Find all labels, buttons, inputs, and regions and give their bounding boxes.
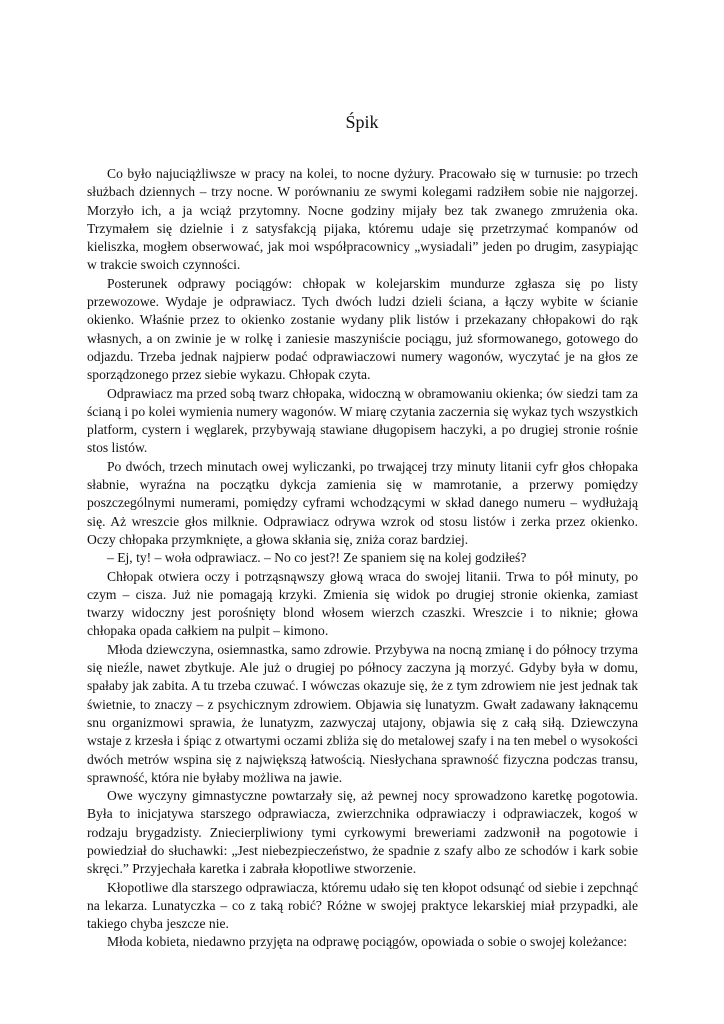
page-title: Śpik xyxy=(345,112,379,132)
paragraph: Owe wyczyny gimnastyczne powtarzały się, aż pewnej nocy sprowadzono karetkę pogotowia. Była to inicjatywa starszego odprawiacza, zwierzchnika odprawiaczy i odprawiaczek, kogoś w rodzaju brygadzisty. Zniecierpliwiony tymi cyrkowymi breweriami zadzwonił na pogotowie i powiedział do słuchawki: „Jest niebezpieczeństwo, że spadnie z szafy albo ze schodów i kark sobie skręci.” Przyjechała karetka i zabrała kłopotliwe stworzenie. xyxy=(87,788,638,877)
dialogue-line: – Ej, ty! – woła odprawiacz. – No co jest?! Ze spaniem się na kolej godziłeś? xyxy=(107,550,527,566)
paragraph: Chłopak otwiera oczy i potrząsnąwszy głową wraca do swojej litanii. Trwa to pół minuty, po czym – cisza. Już nie pomagają krzyki. Zmienia się widok po drugiej stronie okienka, zamiast twarzy widoczny jest porośnięty blond włosem wierzch czaszki. Wreszcie i to niknie; głowa chłopaka opada całkiem na pulpit – kimono. xyxy=(87,568,638,639)
paragraph: Co było najuciążliwsze w pracy na kolei, to nocne dyżury. Pracowało się w turnusie: po trzech służbach dziennych – trzy nocne. W porównaniu ze swymi kolegami radziłem sobie nie najgorzej. Morzyło ich, a ja wciąż przytomny. Nocne godziny mijały bez tak zwanego zmrużenia oka. Trzymałem się dzielnie i z satysfakcją pijaka, któremu udaje się przetrzymać kompanów od kieliszka, mogłem obserwować, jak moi współpracownicy „wysiadali” jeden po drugim, zasypiając w trakcie swoich czynności. xyxy=(87,166,638,273)
body-text xyxy=(87,165,638,952)
paragraph: Odprawiacz ma przed sobą twarz chłopaka, widoczną w obramowaniu okienka; ów siedzi tam za ścianą i po kolei wymienia numery wagonów. W miarę czytania zaczernia się wykaz tych wszystkich platform, cystern i węglarek, przybywają stawiane długopisem haczyki, a po drugiej stronie rośnie stos listów. xyxy=(87,385,638,456)
paragraph: Młoda kobieta, niedawno przyjęta na odprawę pociągów, opowiada o sobie o swojej koleżance: xyxy=(107,934,628,950)
paragraph: Po dwóch, trzech minutach owej wyliczanki, po trwającej trzy minuty litanii cyfr głos chłopaka słabnie, wyraźna na początku dykcja zamienia się w mamrotanie, a przerwy pomiędzy poszczególnymi numerami, pomiędzy cyframi wchodzącymi w skład danego numeru – wydłużają się. Aż wreszcie głos milknie. Odprawiacz odrywa wzrok od stosu listów i zerka przez okienko. Oczy chłopaka przymknięte, a głowa skłania się, zniża coraz bardziej. xyxy=(87,458,638,547)
paragraph: Posterunek odprawy pociągów: chłopak w kolejarskim mundurze zgłasza się po listy przewozowe. Wydaje je odprawiacz. Tych dwóch ludzi dzieli ściana, a łączy wybite w ścianie okienko. Właśnie przez to okienko zostanie wydany plik listów i przekazany chłopakowi do rąk własnych, a on zwinie je w rolkę i zaniesie maszyniście pociągu, już sformowanego, gotowego do odjazdu. Trzeba jednak najpierw podać odprawiaczowi numery wagonów, wyczytać je na głos ze sporządzonego przez siebie wykazu. Chłopak czyta. xyxy=(87,275,638,383)
paragraph: Kłopotliwe dla starszego odprawiacza, któremu udało się ten kłopot odsunąć od siebie i zepchnąć na lekarza. Lunatyczka – co z taką robić? Różne w swojej praktyce lekarskiej miał przypadki, ale takiego chyba jeszcze nie. xyxy=(87,879,638,932)
paragraph: Młoda dziewczyna, osiemnastka, samo zdrowie. Przybywa na nocną zmianę i do północy trzyma się nieźle, nawet zbytkuje. Ale już o drugiej po północy zaczyna ją morzyć. Gdyby była w domu, spałaby jak zabita. A tu trzeba czuwać. I wówczas okazuje się, że z tym zdrowiem nie jest jednak tak świetnie, to znaczy – z psychicznym zdrowiem. Objawia się lunatyzm. Gwałt zadawany łaknącemu snu organizmowi sprawia, że lunatyzm, zazwyczaj utajony, objawia się z całą siłą. Dziewczyna wstaje z krzesła i śpiąc z otwartymi oczami zbliża się do metalowej szafy i na ten mebel o wysokości dwóch metrów wspina się z największą łatwością. Niesłychana sprawność fizyczna podczas transu, sprawność, która nie byłaby możliwa na jawie. xyxy=(87,641,638,785)
